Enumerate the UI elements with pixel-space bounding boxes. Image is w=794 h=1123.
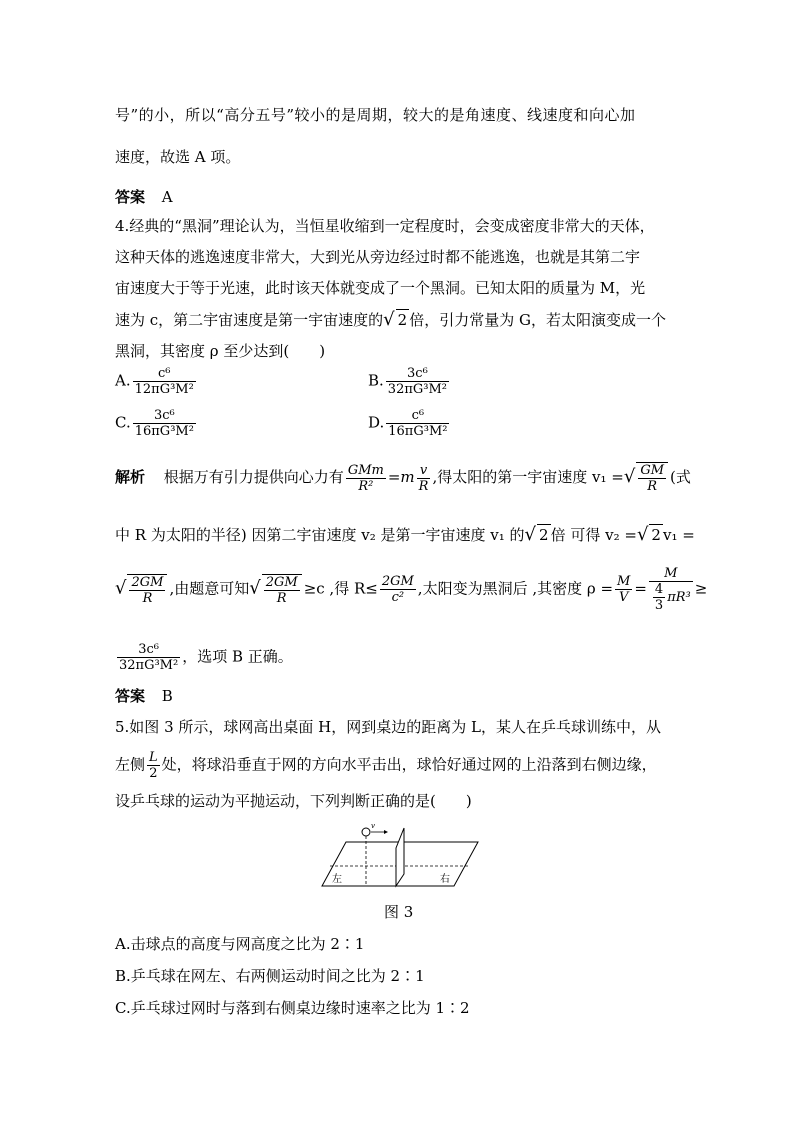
right-label: 右	[440, 874, 450, 885]
text-segment: 因第二宇宙速度 v₂ 是第一宇宙速度 v₁ 的	[251, 526, 525, 544]
sqrt-symbol: √	[115, 577, 127, 599]
fraction	[653, 582, 665, 613]
option-label: C.	[115, 413, 131, 432]
text-segment: v₁ =	[662, 526, 695, 544]
option-fraction	[133, 366, 196, 397]
answer-label: 答案	[115, 188, 146, 206]
velocity-label: v	[371, 822, 375, 830]
numerator: 2GM	[381, 574, 414, 589]
text-segment: 中 R 为太阳的半径)	[115, 526, 247, 544]
text-segment: ，选项 B 正确。	[182, 647, 293, 666]
denominator: 32πG³M²	[387, 382, 448, 397]
fraction	[346, 463, 386, 494]
solution-label: 解析	[115, 468, 146, 486]
denominator: R	[647, 479, 658, 494]
text-segment: 处，将球沿垂直于网的方向水平击出，球恰好通过网的上沿落到右侧边缘，	[161, 755, 657, 774]
text-segment: (式	[670, 468, 691, 486]
denominator: 2	[149, 766, 158, 781]
denominator: R²	[358, 478, 374, 494]
text-segment: ,太阳变为黑洞后 ,其密度 ρ =	[417, 579, 614, 598]
option-c	[115, 408, 198, 439]
denominator: 16πG³M²	[388, 424, 448, 439]
denominator	[649, 582, 693, 613]
answer-value: B	[161, 687, 173, 705]
sqrt-fraction	[262, 574, 302, 606]
option-fraction	[386, 366, 449, 397]
text-line: 号”的小，所以“高分五号”较小的是周期，较大的是角速度、线速度和向心加	[115, 106, 636, 124]
sqrt-symbol: √	[623, 466, 636, 487]
numerator: L	[149, 750, 158, 765]
fraction	[117, 642, 180, 673]
left-label: 左	[332, 874, 342, 885]
numerator: M	[649, 566, 693, 582]
denominator: V	[618, 590, 629, 605]
ping-pong-table-figure	[318, 822, 484, 890]
option-line: B.乒乓球在网左、右两侧运动时间之比为 2∶1	[115, 967, 425, 985]
question-line	[115, 309, 666, 330]
equals-sign: =	[387, 468, 401, 486]
option-fraction	[386, 408, 449, 439]
option-label: A.	[115, 371, 131, 390]
question-line	[115, 750, 657, 781]
numerator: v	[417, 463, 431, 479]
question-line: 黑洞，其密度 ρ 至少达到( )	[115, 342, 326, 360]
math-term: πR³	[667, 590, 691, 605]
text-segment: ≥c ,得 R≤	[303, 579, 378, 598]
question-line: 宙速度大于等于光速，此时该天体就变成了一个黑洞。已知太阳的质量为 M，光	[115, 279, 646, 297]
solution-line	[115, 462, 691, 494]
text-segment: 左侧	[115, 755, 146, 774]
solution-line	[115, 524, 695, 545]
answer-line	[115, 187, 173, 207]
numerator: 3c⁶	[386, 366, 449, 382]
option-line: A.击球点的高度与网高度之比为 2∶1	[115, 935, 365, 953]
text-segment: 倍 可得 v₂ =	[550, 526, 637, 544]
option-fraction	[133, 408, 196, 439]
option-a	[115, 366, 198, 397]
numerator: c⁶	[386, 408, 449, 424]
denominator: R	[276, 590, 287, 606]
fraction	[615, 574, 632, 605]
fraction	[147, 750, 160, 781]
question-line: 设乒乓球的运动为平抛运动，下列判断正确的是( )	[115, 792, 472, 810]
arrow-head	[384, 830, 388, 834]
answer-line	[115, 686, 173, 706]
question-line: 这种天体的逃逸速度非常大，大到光从旁边经过时都不能逃逸，也就是其第二宇	[115, 248, 641, 266]
text-segment: 倍，引力常量为 G，若太阳演变成一个	[409, 311, 666, 329]
sqrt-symbol: √	[249, 577, 261, 599]
option-line: C.乒乓球过网时与落到右侧桌边缘时速率之比为 1∶2	[115, 999, 470, 1017]
net	[396, 828, 404, 886]
sqrt-value: 2	[651, 526, 661, 544]
sqrt-value: 2	[397, 311, 408, 329]
fraction	[649, 566, 693, 613]
answer-label: 答案	[115, 687, 146, 705]
numerator: 2GM	[265, 574, 298, 590]
equals-sign: =	[634, 579, 647, 598]
fraction	[380, 574, 416, 605]
figure-caption: 图 3	[384, 903, 414, 921]
option-d	[368, 408, 451, 439]
sqrt-fraction	[127, 574, 167, 606]
option-label: D.	[368, 413, 385, 432]
ball	[362, 828, 370, 836]
denominator: 32πG³M²	[119, 658, 179, 673]
solution-line	[115, 642, 293, 673]
denominator: 12πG³M²	[134, 382, 194, 397]
sqrt-symbol: √	[524, 524, 537, 545]
numerator: 3c⁶	[117, 642, 180, 658]
sqrt-symbol: √	[636, 524, 649, 545]
question-line: 5.如图 3 所示，球网高出桌面 H，网到桌边的距离为 L，某人在乒乓球训练中，从	[115, 718, 661, 736]
denominator: R	[418, 478, 429, 494]
geq-sign: ≥	[694, 579, 708, 598]
sqrt-symbol: √	[383, 309, 395, 330]
solution-line	[115, 566, 707, 613]
numerator: GMm	[347, 462, 384, 478]
denominator: R	[142, 590, 153, 606]
text-segment: 根据万有引力提供向心力有	[163, 468, 344, 486]
option-label: B.	[368, 371, 384, 390]
numerator: M	[617, 574, 631, 589]
numerator: 3c⁶	[133, 408, 196, 424]
numerator: GM	[640, 463, 665, 478]
answer-value: A	[161, 188, 173, 206]
numerator: 2GM	[131, 574, 164, 590]
text-segment: ,由题意可知	[169, 579, 250, 598]
fraction	[417, 463, 431, 494]
math-symbol: m	[400, 468, 415, 486]
question-line: 4.经典的“黑洞”理论认为，当恒星收缩到一定程度时，会变成密度非常大的天体，	[115, 217, 655, 235]
text-segment: 速为 c，第二宇宙速度是第一宇宙速度的	[115, 311, 384, 329]
denominator: c²	[391, 590, 405, 605]
sqrt-fraction	[636, 462, 668, 494]
option-b	[368, 366, 451, 397]
numerator: c⁶	[133, 366, 196, 382]
numerator: 4	[654, 582, 664, 597]
denominator: 3	[654, 598, 664, 613]
text-line: 速度，故选 A 项。	[115, 148, 241, 166]
denominator: 16πG³M²	[134, 424, 194, 439]
sqrt-value: 2	[539, 526, 549, 544]
text-segment: ,得太阳的第一宇宙速度 v₁ =	[432, 468, 624, 486]
